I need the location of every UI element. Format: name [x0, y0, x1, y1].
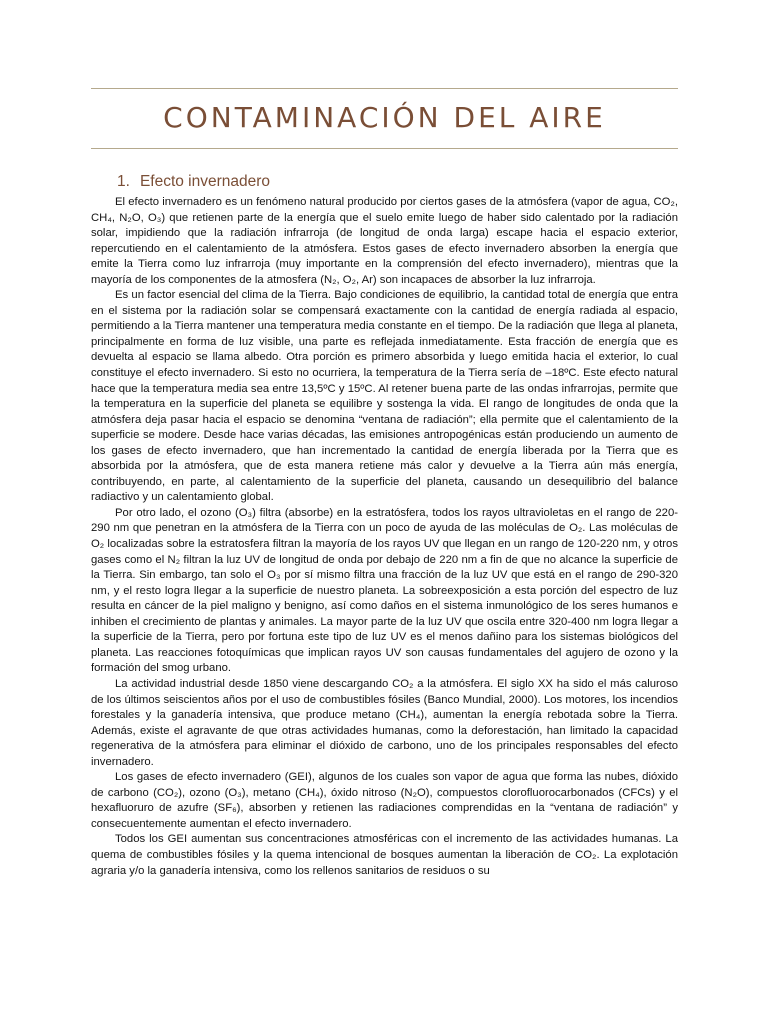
section-number: 1. — [117, 173, 130, 190]
paragraph: La actividad industrial desde 1850 viene descargando CO₂ a la atmósfera. El siglo XX ha sido el más caluroso de los últimos seiscientos años por el uso de combustibles fósiles (Banco Mundial, 2000). Los motores, los incendios forestales y la ganadería intensiva, que produce metano (CH₄), aumentan la energía rebotada sobre la Tierra. Además, existe el agravante de que otras actividades humanas, como la deforestación, han limitado la capacidad regenerativa de la atmósfera para eliminar el dióxido de carbono, uno de los principales responsables del efecto invernadero. — [91, 677, 678, 768]
paragraph: El efecto invernadero es un fenómeno natural producido por ciertos gases de la atmósfera (vapor de agua, CO₂, CH₄, N₂O, O₃) que retienen parte de la energía que el suelo emite luego de haber sido calentado por la radiación solar, impidiendo que la radiación infrarroja (de longitud de onda larga) escape hacia el espacio exterior, repercutiendo en el calentamiento de la atmósfera. Estos gases de efecto invernadero absorben la energía que emite la Tierra como luz infrarroja (muy importante en la comprensión del efecto invernadero), mientras que la mayoría de los componentes de la atmosfera (N₂, O₂, Ar) son incapaces de absorber la luz infrarroja. — [91, 196, 678, 286]
title-bottom-rule — [91, 148, 678, 149]
paragraph: Los gases de efecto invernadero (GEI), algunos de los cuales son vapor de agua que forma las nubes, dióxido de carbono (CO₂), ozono (O₃), metano (CH₄), óxido nitroso (N₂O), compuestos clorofluorocarbonados (CFCs) y el hexafluoruro de azufre (SF₆), absorben y retienen las radiaciones comprendidas en la “ventana de radiación” y consecuentemente aumentan el efecto invernadero. — [91, 771, 678, 830]
section-heading-text: Efecto invernadero — [139, 173, 271, 190]
paragraph: Por otro lado, el ozono (O₃) filtra (absorbe) en la estratósfera, todos los rayos ultravioletas en el rango de 220-290 nm que penetran en la atmósfera de la Tierra con un poco de ayuda de las moléculas de O₂. Las moléculas de O₂ localizadas sobre la estratosfera filtran la mayoría de los rayos UV que llegan en un rango de 120-220 nm, y otros gases como el N₂ filtran la luz UV de longitud de onda por debajo de 220 nm a fin de que no alcance la superficie de la Tierra. Sin embargo, tan solo el O₃ por sí mismo filtra una fracción de la luz UV que está en el rango de 290-320 nm, y el resto logra llegar a la superficie de nuestro planeta. La sobreexposición a esta porción del espectro de luz resulta en cáncer de la piel maligno y benigno, así como daños en el sistema inmunológico de los seres humanos e inhiben el crecimiento de plantas y animales. La mayor parte de la luz UV que oscila entre 320-400 nm logra llegar a la superficie de la Tierra, pero por fortuna este tipo de luz UV es el menos dañino para los sistemas biológicos del planeta. Las reacciones fotoquímicas que implican rayos UV son causas fundamentales del agujero de ozono y la formación del smog urbano. — [91, 506, 678, 675]
body-text — [91, 195, 678, 879]
title-top-rule — [91, 88, 678, 89]
section-heading — [117, 171, 270, 193]
paragraph: Todos los GEI aumentan sus concentraciones atmosféricas con el incremento de las actividades humanas. La quema de combustibles fósiles y la quema intencional de bosques aumentan la liberación de CO₂. La explotación agraria y/o la ganadería intensiva, como los rellenos sanitarios de residuos o su — [91, 833, 678, 877]
paragraph: Es un factor esencial del clima de la Tierra. Bajo condiciones de equilibrio, la cantidad total de energía que entra en el sistema por la radiación solar se compensará exactamente con la cantidad de energía radiada al espacio, permitiendo a la Tierra mantener una temperatura media constante en el tiempo. De la radiación que llega al planeta, principalmente en forma de luz visible, una parte es reflejada inmediatamente. Esta fracción de energía que es devuelta al espacio se llama albedo. Otra porción es primero absorbida y luego emitida hacia el exterior, lo cual constituye el efecto invernadero. Si esto no ocurriera, la temperatura de la Tierra sería de –18ºC. Este efecto natural hace que la temperatura media sea entre 13,5ºC y 15ºC. Al retener buena parte de las ondas infrarrojas, permite que la temperatura en la superficie del planeta se equilibre y sostenga la vida. El rango de longitudes de onda que la atmósfera deja pasar hacia el espacio se denomina “ventana de radiación”; ella permite que el calentamiento de la superficie se modere. Desde hace varias décadas, las emisiones antropogénicas están produciendo un aumento de los gases de efecto invernadero, que han incrementado la cantidad de energía liberada por la Tierra que es absorbida por la atmósfera, que de esta manera retiene más calor y devuelve a la Tierra aún más energía, contribuyendo, en parte, al calentamiento de la superficie del planeta, causando un desequilibrio del balance radiactivo y un calentamiento global. — [91, 289, 678, 504]
document-title: CONTAMINACIÓN DEL AIRE — [163, 101, 606, 134]
